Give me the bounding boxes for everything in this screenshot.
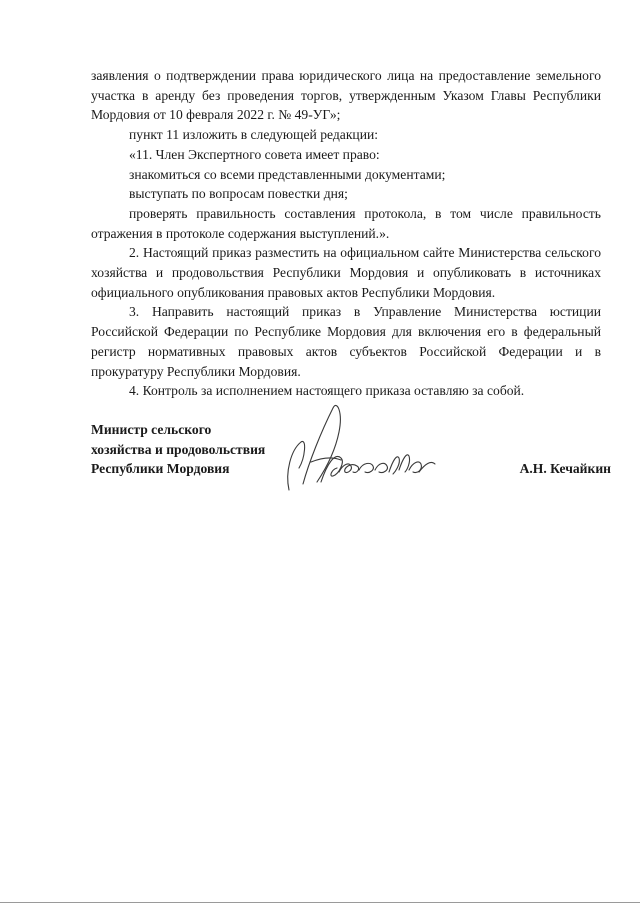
paragraph-item-2: 2. Настоящий приказ разместить на официальном сайте Министерства сельского хозяйства и продовольствия Республики Мордовия и опубликовать в источниках официального опубликования правовых актов Республики Мордовия. xyxy=(91,245,601,300)
paragraph-right-documents: знакомиться со всеми представленными документами; xyxy=(129,166,446,182)
paragraph-item-11-title: «11. Член Экспертного совета имеет право: xyxy=(129,146,380,162)
paragraph-right-protocol: проверять правильность составления протокола, в том числе правильность отражения в протоколе содержания выступлений.». xyxy=(91,205,601,241)
paragraph-item-11-intro: пункт 11 изложить в следующей редакции: xyxy=(129,127,379,143)
signatory-title-line: Республики Мордовия xyxy=(91,461,230,476)
page-bottom-divider xyxy=(0,902,640,903)
signatory-name: А.Н. Кечайкин xyxy=(519,461,611,476)
paragraph-item-3: 3. Направить настоящий приказ в Управление Министерства юстиции Российской Федерации по Республике Мордовия для включения его в федеральный регистр нормативных правовых актов субъектов Российской Федерации и в прокуратуру Республики Мордовия. xyxy=(91,304,601,379)
signatory-title-line: Министр сельского xyxy=(91,422,212,437)
signatory-title xyxy=(91,420,265,479)
signatory-title-line: хозяйства и продовольствия xyxy=(91,441,266,457)
paragraph-item-4: 4. Контроль за исполнением настоящего приказа оставляю за собой. xyxy=(129,383,525,399)
handwritten-signature-icon xyxy=(281,402,441,494)
signature-block xyxy=(91,420,611,490)
document-body xyxy=(91,66,601,401)
paragraph-right-speak: выступать по вопросам повестки дня; xyxy=(129,186,348,202)
paragraph-continuation: заявления о подтверждении права юридического лица на предоставление земельного участка в аренду без проведения торгов, утвержденным Указом Главы Республики Мордовия от 10 февраля 2022 г. № 49-УГ»; xyxy=(91,68,601,123)
